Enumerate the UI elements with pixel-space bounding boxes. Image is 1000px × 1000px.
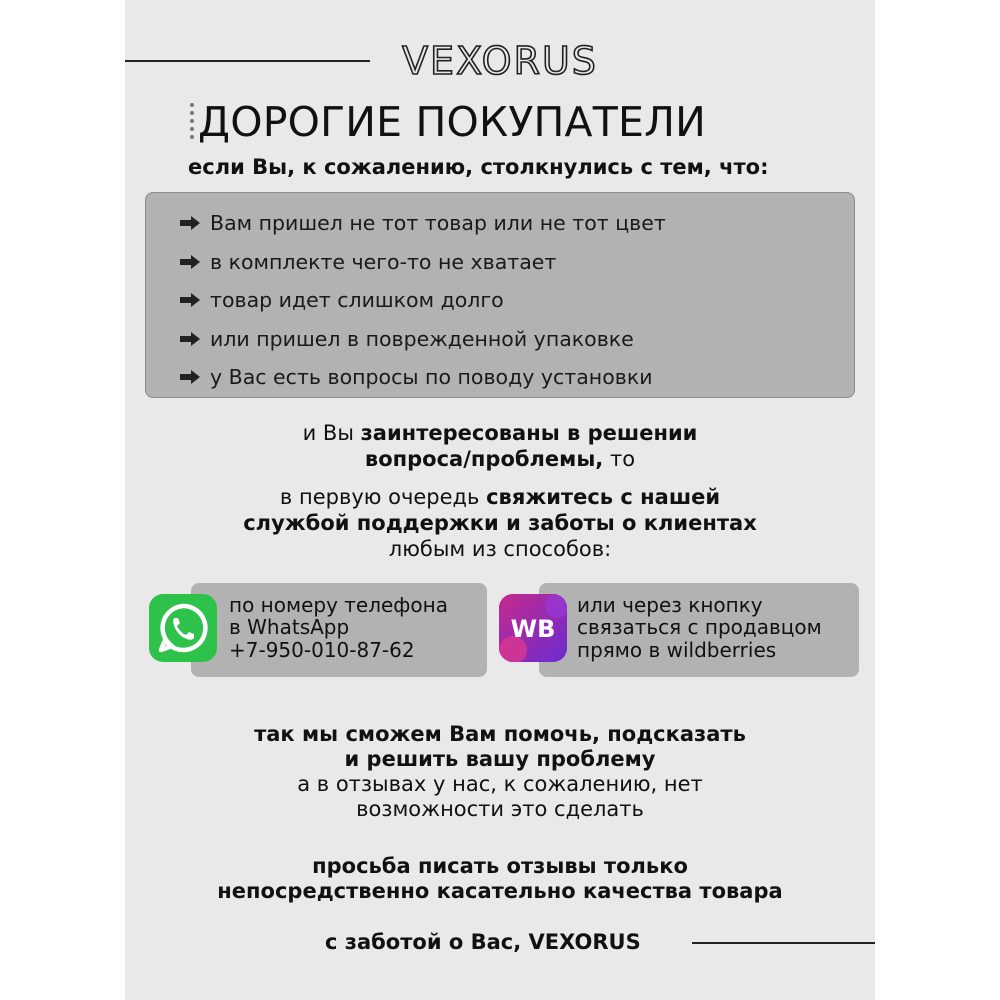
contact-intro-line-2: службой поддержки и заботы о клиентах [243,511,757,535]
list-item [146,358,854,397]
list-item [146,320,854,359]
request-line-1: просьба писать отзывы только [312,854,688,878]
svg-text:VEXORUS: VEXORUS [402,39,598,82]
pointing-hand-icon [179,292,201,308]
title-dots-decoration [189,103,195,141]
list-item [146,204,854,243]
help-line-2: и решить вашу проблему [344,747,656,771]
contact-intro-line-3: любым из способов: [388,537,612,561]
problem-text: товар идет слишком долго [210,288,504,313]
pointing-hand-icon [179,331,201,347]
whatsapp-phone[interactable]: +7-950-010-87-62 [229,638,415,662]
whatsapp-text-line-2: в WhatsApp [229,615,350,639]
flyer [125,0,875,1000]
problem-text: в комплекте чего-то не хватает [210,249,557,274]
wildberries-text-line-2: связаться с продавцом [577,615,822,639]
page-subtitle: если Вы, к сожалению, столкнулись с тем, что: [188,155,769,179]
help-line-3: а в отзывах у нас, к сожалению, нет [297,772,703,796]
problem-text: у Вас есть вопросы по поводу установки [210,365,653,390]
pointing-hand-icon [179,254,201,270]
help-line-1: так мы сможем Вам помочь, подсказать [254,722,746,746]
wildberries-text-line-1: или через кнопку [577,593,763,617]
contact-intro-line-1: в первую очередь свяжитесь с нашей [279,485,721,509]
request-line-2: непосредственно касательно качества товара [217,879,783,903]
whatsapp-text-line-1: по номеру телефона [229,593,448,617]
problem-text: или пришел в поврежденной упаковке [210,326,634,351]
list-item [146,281,854,320]
wildberries-text-line-3: прямо в wildberries [577,638,777,662]
problem-list [145,192,855,398]
pointing-hand-icon [179,215,201,231]
logo-divider-left [125,60,370,62]
interest-line-2: вопроса/проблемы, то [364,447,636,471]
closing-divider [692,942,875,944]
help-line-4: возможности это сделать [356,797,644,821]
closing-signature: с заботой о Вас, VEXORUS [325,930,641,954]
list-item [146,243,854,282]
wildberries-icon-label: WB [510,615,556,643]
pointing-hand-icon [179,369,201,385]
wildberries-icon[interactable] [499,594,567,662]
whatsapp-icon[interactable] [149,594,217,662]
problem-text: Вам пришел не тот товар или не тот цвет [210,211,666,236]
page-title: ДОРОГИЕ ПОКУПАТЕЛИ [198,98,707,146]
brand-logo [380,38,620,82]
interest-line-1: и Вы заинтересованы в решении [302,421,698,445]
